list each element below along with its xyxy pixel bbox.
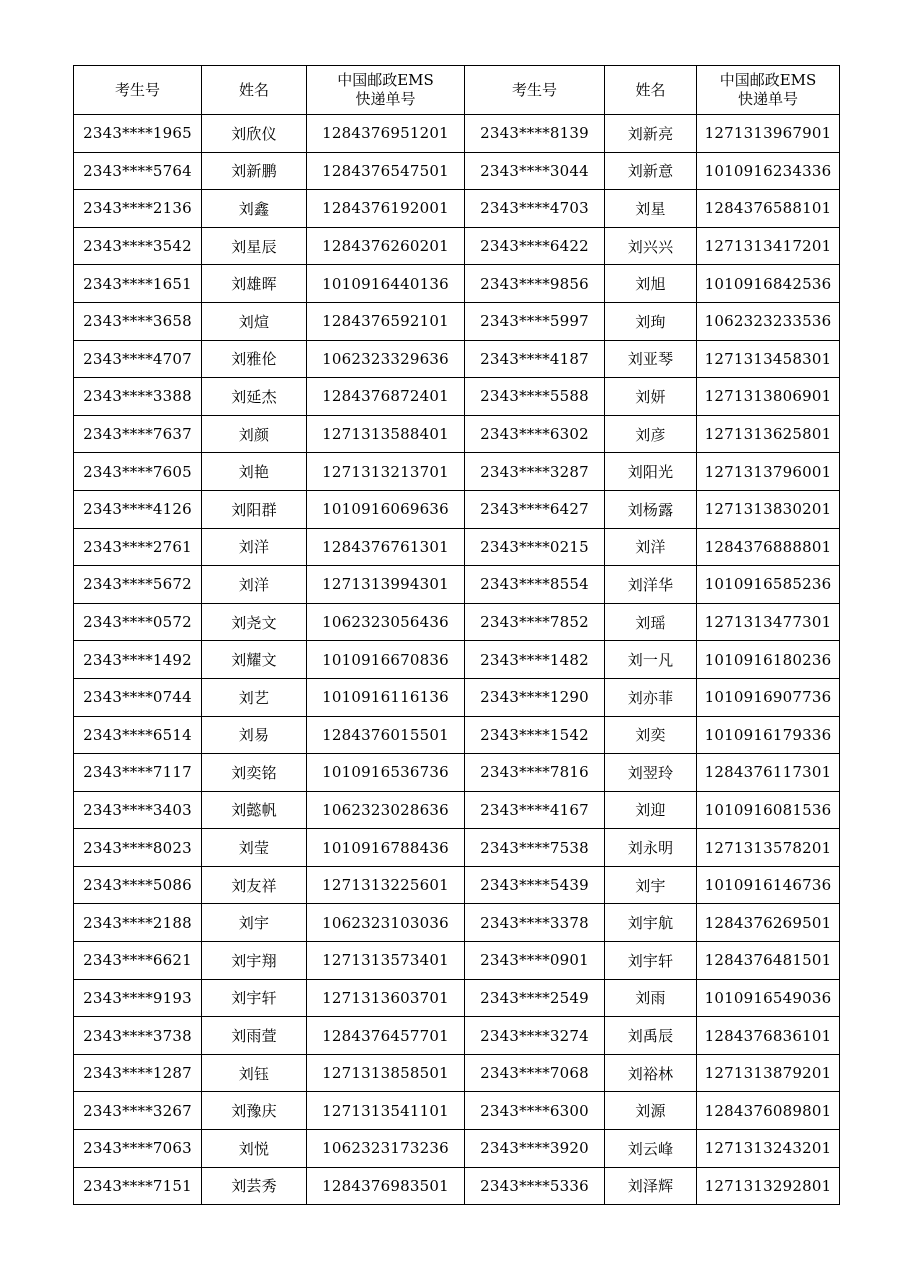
- ems-number-cell: 1010916670836: [307, 641, 465, 679]
- name-cell: 刘雨萱: [202, 1017, 307, 1055]
- exam-no-cell: 2343****7637: [74, 415, 202, 453]
- ems-number-cell: 1271313541101: [307, 1092, 465, 1130]
- table-row: [74, 829, 840, 867]
- name-cell: 刘欣仪: [202, 115, 307, 153]
- name-cell: 刘易: [202, 716, 307, 754]
- ems-number-cell: 1284376547501: [307, 152, 465, 190]
- exam-no-cell: 2343****2188: [74, 904, 202, 942]
- header-ems-line2: 快递单号: [737, 90, 798, 108]
- table-row: [74, 265, 840, 303]
- name-cell: 刘宇航: [605, 904, 697, 942]
- table-row: [74, 453, 840, 491]
- exam-no-cell: 2343****8023: [74, 829, 202, 867]
- table-row: [74, 378, 840, 416]
- table-row: [74, 227, 840, 265]
- exam-no-cell: 2343****5086: [74, 866, 202, 904]
- ems-number-cell: 1271313417201: [697, 227, 840, 265]
- name-cell: 刘艺: [202, 678, 307, 716]
- name-cell: 刘迎: [605, 791, 697, 829]
- name-cell: 刘星: [605, 190, 697, 228]
- header-ems-line1: 中国邮政EMS: [337, 71, 434, 89]
- ems-number-cell: 1284376761301: [307, 528, 465, 566]
- name-cell: 刘兴兴: [605, 227, 697, 265]
- ems-number-cell: 1010916081536: [697, 791, 840, 829]
- ems-number-cell: 1271313858501: [307, 1054, 465, 1092]
- ems-number-cell: 1284376457701: [307, 1017, 465, 1055]
- ems-number-cell: 1010916234336: [697, 152, 840, 190]
- name-cell: 刘宇: [605, 866, 697, 904]
- exam-no-cell: 2343****7117: [74, 754, 202, 792]
- name-cell: 刘禹辰: [605, 1017, 697, 1055]
- ems-number-cell: 1062323329636: [307, 340, 465, 378]
- name-cell: 刘艳: [202, 453, 307, 491]
- table-row: [74, 490, 840, 528]
- name-cell: 刘彦: [605, 415, 697, 453]
- ems-number-cell: 1284376872401: [307, 378, 465, 416]
- name-cell: 刘雄晖: [202, 265, 307, 303]
- exam-no-cell: 2343****0901: [465, 942, 605, 980]
- ems-number-cell: 1271313477301: [697, 603, 840, 641]
- ems-number-cell: 1284376888801: [697, 528, 840, 566]
- ems-number-cell: 1284376260201: [307, 227, 465, 265]
- ems-number-cell: 1062323173236: [307, 1130, 465, 1168]
- ems-number-cell: 1271313967901: [697, 115, 840, 153]
- exam-no-cell: 2343****4167: [465, 791, 605, 829]
- name-cell: 刘颜: [202, 415, 307, 453]
- ems-number-cell: 1271313292801: [697, 1167, 840, 1205]
- header-ems-line1: 中国邮政EMS: [719, 71, 817, 89]
- name-cell: 刘洋: [202, 528, 307, 566]
- ems-number-cell: 1271313578201: [697, 829, 840, 867]
- exam-no-cell: 2343****1287: [74, 1054, 202, 1092]
- ems-number-cell: 1284376089801: [697, 1092, 840, 1130]
- ems-number-cell: 1271313806901: [697, 378, 840, 416]
- ems-number-cell: 1010916585236: [697, 566, 840, 604]
- name-cell: 刘新鹏: [202, 152, 307, 190]
- ems-number-cell: 1271313830201: [697, 490, 840, 528]
- table-header-row: [74, 66, 840, 115]
- exam-no-cell: 2343****5439: [465, 866, 605, 904]
- ems-number-cell: 1271313879201: [697, 1054, 840, 1092]
- exam-no-cell: 2343****1542: [465, 716, 605, 754]
- exam-no-cell: 2343****3403: [74, 791, 202, 829]
- exam-no-cell: 2343****7063: [74, 1130, 202, 1168]
- name-cell: 刘悦: [202, 1130, 307, 1168]
- header-ems-line2: 快递单号: [355, 90, 416, 108]
- table-row: [74, 302, 840, 340]
- exam-no-cell: 2343****0572: [74, 603, 202, 641]
- exam-no-cell: 2343****9193: [74, 979, 202, 1017]
- name-cell: 刘尧文: [202, 603, 307, 641]
- table-row: [74, 791, 840, 829]
- ems-number-cell: 1271313225601: [307, 866, 465, 904]
- name-cell: 刘洋: [605, 528, 697, 566]
- name-cell: 刘洋: [202, 566, 307, 604]
- name-cell: 刘宇轩: [202, 979, 307, 1017]
- ems-number-cell: 1284376951201: [307, 115, 465, 153]
- header-name-right: 姓名: [605, 66, 697, 115]
- table-row: [74, 566, 840, 604]
- exam-no-cell: 2343****4187: [465, 340, 605, 378]
- table-row: [74, 641, 840, 679]
- ems-number-cell: 1284376836101: [697, 1017, 840, 1055]
- exam-no-cell: 2343****6427: [465, 490, 605, 528]
- ems-number-cell: 1271313213701: [307, 453, 465, 491]
- exam-no-cell: 2343****3388: [74, 378, 202, 416]
- exam-no-cell: 2343****3920: [465, 1130, 605, 1168]
- exam-no-cell: 2343****1290: [465, 678, 605, 716]
- name-cell: 刘豫庆: [202, 1092, 307, 1130]
- exam-no-cell: 2343****8554: [465, 566, 605, 604]
- header-name-left: 姓名: [202, 66, 307, 115]
- exam-no-cell: 2343****2761: [74, 528, 202, 566]
- ems-number-cell: 1062323103036: [307, 904, 465, 942]
- ems-number-cell: 1062323056436: [307, 603, 465, 641]
- name-cell: 刘宇轩: [605, 942, 697, 980]
- exam-no-cell: 2343****3658: [74, 302, 202, 340]
- table-row: [74, 340, 840, 378]
- name-cell: 刘泽辉: [605, 1167, 697, 1205]
- ems-number-cell: 1271313994301: [307, 566, 465, 604]
- exam-no-cell: 2343****4703: [465, 190, 605, 228]
- name-cell: 刘阳群: [202, 490, 307, 528]
- name-cell: 刘新意: [605, 152, 697, 190]
- table-row: [74, 942, 840, 980]
- name-cell: 刘一凡: [605, 641, 697, 679]
- exam-no-cell: 2343****3287: [465, 453, 605, 491]
- exam-no-cell: 2343****5672: [74, 566, 202, 604]
- exam-no-cell: 2343****8139: [465, 115, 605, 153]
- name-cell: 刘洋华: [605, 566, 697, 604]
- ems-number-cell: 1284376117301: [697, 754, 840, 792]
- table-row: [74, 1054, 840, 1092]
- exam-no-cell: 2343****6514: [74, 716, 202, 754]
- exam-no-cell: 2343****3274: [465, 1017, 605, 1055]
- table-row: [74, 603, 840, 641]
- exam-no-cell: 2343****7816: [465, 754, 605, 792]
- ems-number-cell: 1284376592101: [307, 302, 465, 340]
- exam-no-cell: 2343****0744: [74, 678, 202, 716]
- header-ems-left: [307, 66, 465, 115]
- table-row: [74, 904, 840, 942]
- ems-number-cell: 1010916179336: [697, 716, 840, 754]
- exam-no-cell: 2343****3378: [465, 904, 605, 942]
- name-cell: 刘宇: [202, 904, 307, 942]
- exam-no-cell: 2343****1965: [74, 115, 202, 153]
- ems-number-cell: 1284376983501: [307, 1167, 465, 1205]
- exam-no-cell: 2343****2136: [74, 190, 202, 228]
- name-cell: 刘旭: [605, 265, 697, 303]
- exam-no-cell: 2343****7151: [74, 1167, 202, 1205]
- table-row: [74, 415, 840, 453]
- table-body: [74, 115, 840, 1205]
- exam-no-cell: 2343****1651: [74, 265, 202, 303]
- table-row: [74, 866, 840, 904]
- header-ems-right: [697, 66, 840, 115]
- name-cell: 刘奕: [605, 716, 697, 754]
- exam-no-cell: 2343****6422: [465, 227, 605, 265]
- exam-no-cell: 2343****4126: [74, 490, 202, 528]
- name-cell: 刘妍: [605, 378, 697, 416]
- name-cell: 刘云峰: [605, 1130, 697, 1168]
- name-cell: 刘亦菲: [605, 678, 697, 716]
- exam-no-cell: 2343****9856: [465, 265, 605, 303]
- ems-number-cell: 1010916146736: [697, 866, 840, 904]
- ems-number-cell: 1062323233536: [697, 302, 840, 340]
- table-row: [74, 1092, 840, 1130]
- exam-no-cell: 2343****0215: [465, 528, 605, 566]
- header-exam-no-left: 考生号: [74, 66, 202, 115]
- exam-no-cell: 2343****7852: [465, 603, 605, 641]
- ems-number-cell: 1271313796001: [697, 453, 840, 491]
- exam-no-cell: 2343****6621: [74, 942, 202, 980]
- exam-no-cell: 2343****7068: [465, 1054, 605, 1092]
- ems-number-cell: 1284376192001: [307, 190, 465, 228]
- table-row: [74, 1167, 840, 1205]
- exam-no-cell: 2343****3542: [74, 227, 202, 265]
- table-row: [74, 1017, 840, 1055]
- ems-number-cell: 1284376015501: [307, 716, 465, 754]
- ems-number-cell: 1010916842536: [697, 265, 840, 303]
- ems-number-cell: 1271313458301: [697, 340, 840, 378]
- exam-no-cell: 2343****1492: [74, 641, 202, 679]
- ems-number-cell: 1010916116136: [307, 678, 465, 716]
- exam-no-cell: 2343****6302: [465, 415, 605, 453]
- name-cell: 刘鑫: [202, 190, 307, 228]
- name-cell: 刘宇翔: [202, 942, 307, 980]
- name-cell: 刘懿帆: [202, 791, 307, 829]
- table-row: [74, 528, 840, 566]
- name-cell: 刘源: [605, 1092, 697, 1130]
- table-row: [74, 190, 840, 228]
- name-cell: 刘翌玲: [605, 754, 697, 792]
- ems-number-cell: 1284376481501: [697, 942, 840, 980]
- ems-number-cell: 1284376269501: [697, 904, 840, 942]
- ems-number-cell: 1271313573401: [307, 942, 465, 980]
- name-cell: 刘友祥: [202, 866, 307, 904]
- exam-no-cell: 2343****7605: [74, 453, 202, 491]
- ems-number-cell: 1271313603701: [307, 979, 465, 1017]
- exam-no-cell: 2343****3738: [74, 1017, 202, 1055]
- ems-number-cell: 1010916069636: [307, 490, 465, 528]
- name-cell: 刘雨: [605, 979, 697, 1017]
- name-cell: 刘裕林: [605, 1054, 697, 1092]
- name-cell: 刘延杰: [202, 378, 307, 416]
- table-row: [74, 754, 840, 792]
- ems-number-cell: 1271313625801: [697, 415, 840, 453]
- exam-no-cell: 2343****7538: [465, 829, 605, 867]
- name-cell: 刘煊: [202, 302, 307, 340]
- ems-number-cell: 1271313243201: [697, 1130, 840, 1168]
- ems-roster-table: [73, 65, 840, 1205]
- ems-number-cell: 1062323028636: [307, 791, 465, 829]
- ems-number-cell: 1010916549036: [697, 979, 840, 1017]
- header-exam-no-right: 考生号: [465, 66, 605, 115]
- name-cell: 刘耀文: [202, 641, 307, 679]
- name-cell: 刘新亮: [605, 115, 697, 153]
- table-row: [74, 1130, 840, 1168]
- exam-no-cell: 2343****6300: [465, 1092, 605, 1130]
- exam-no-cell: 2343****4707: [74, 340, 202, 378]
- ems-number-cell: 1010916180236: [697, 641, 840, 679]
- table-row: [74, 979, 840, 1017]
- ems-number-cell: 1010916788436: [307, 829, 465, 867]
- exam-no-cell: 2343****5764: [74, 152, 202, 190]
- table-row: [74, 678, 840, 716]
- name-cell: 刘莹: [202, 829, 307, 867]
- name-cell: 刘阳光: [605, 453, 697, 491]
- name-cell: 刘雅伦: [202, 340, 307, 378]
- table-row: [74, 115, 840, 153]
- name-cell: 刘珣: [605, 302, 697, 340]
- exam-no-cell: 2343****2549: [465, 979, 605, 1017]
- ems-number-cell: 1010916536736: [307, 754, 465, 792]
- ems-number-cell: 1010916907736: [697, 678, 840, 716]
- exam-no-cell: 2343****1482: [465, 641, 605, 679]
- ems-number-cell: 1010916440136: [307, 265, 465, 303]
- name-cell: 刘亚琴: [605, 340, 697, 378]
- name-cell: 刘杨露: [605, 490, 697, 528]
- name-cell: 刘钰: [202, 1054, 307, 1092]
- exam-no-cell: 2343****5997: [465, 302, 605, 340]
- ems-number-cell: 1284376588101: [697, 190, 840, 228]
- table-row: [74, 716, 840, 754]
- name-cell: 刘星辰: [202, 227, 307, 265]
- ems-number-cell: 1271313588401: [307, 415, 465, 453]
- exam-no-cell: 2343****3044: [465, 152, 605, 190]
- exam-no-cell: 2343****5588: [465, 378, 605, 416]
- exam-no-cell: 2343****5336: [465, 1167, 605, 1205]
- name-cell: 刘永明: [605, 829, 697, 867]
- name-cell: 刘奕铭: [202, 754, 307, 792]
- name-cell: 刘芸秀: [202, 1167, 307, 1205]
- exam-no-cell: 2343****3267: [74, 1092, 202, 1130]
- name-cell: 刘瑶: [605, 603, 697, 641]
- table-row: [74, 152, 840, 190]
